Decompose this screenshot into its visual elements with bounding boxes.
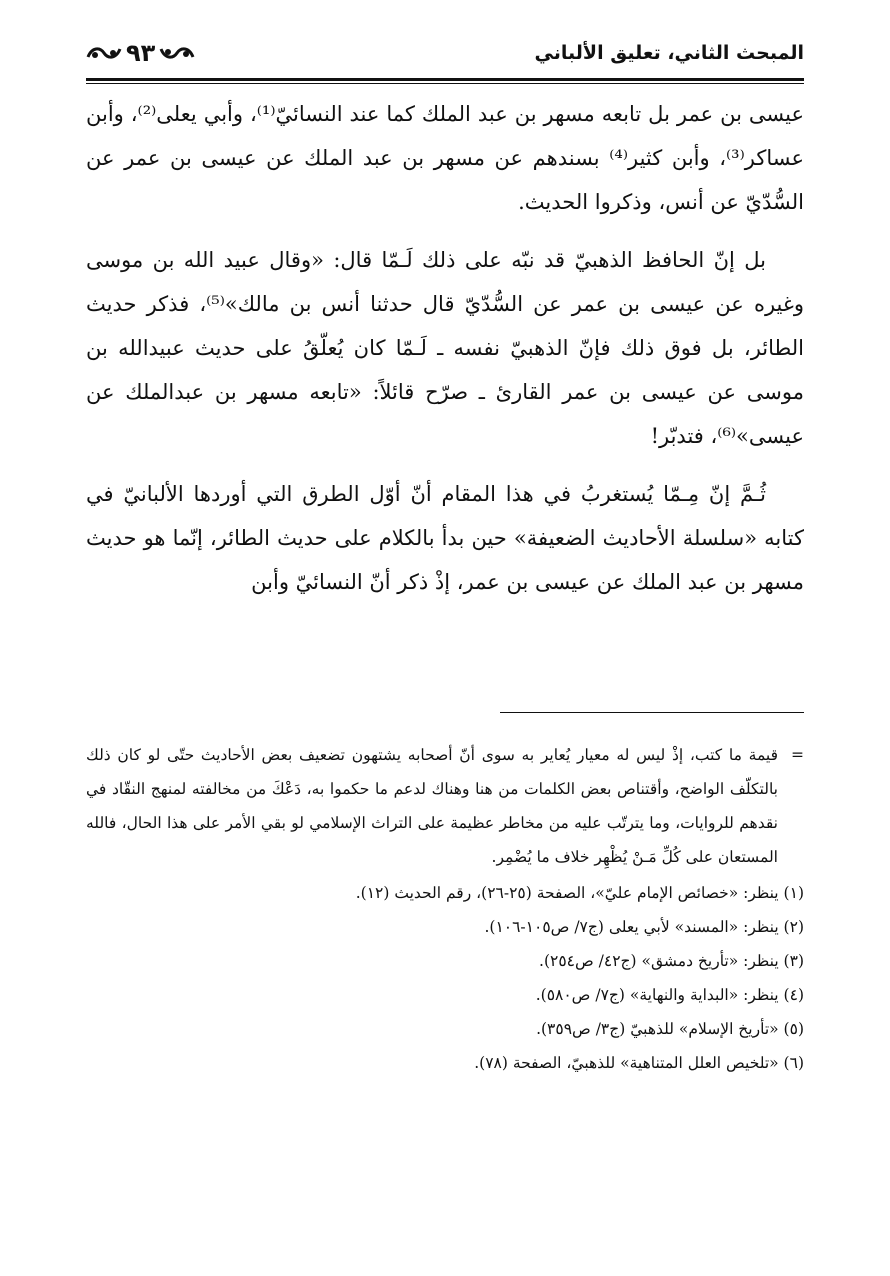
continuation-text: قيمة ما كتب، إذْ ليس له معيار يُعاير به سوى أنّ أصحابه يشتهون تضعيف بعض الأحاديث حتّى لو كان ذلك بالتكلّف الواضح، وأقتناص بعض الكلمات من هنا وهناك لدعم ما حكموا به، دَعْكَ من مخالفته لمنهج النقّاد في نقدهم للروايات، وما يترتّب عليه من مخاطر عظيمة على التراث الإسلامي لو بقي الأمر على هذا الحال، فالله المستعان على كُلِّ مَـنْ يُظْهِر خلاف ما يُضْمِر. <box>86 746 778 866</box>
header-rule-thin <box>86 83 804 84</box>
body-paragraph: ثُـمَّ إنّ مِـمّا يُستغربُ في هذا المقام أنّ أوّل الطرق التي أوردها الألبانيّ في كتابه «سلسلة الأحاديث الضعيفة» حين بدأ بالكلام على حديث الطائر، إنّما هو حديث مسهر بن عبد الملك عن عيسى بن عمر، إذْ ذكر أنّ النسائيّ وأبن <box>86 482 804 594</box>
footnotes <box>86 738 804 1080</box>
page-number: ٩٣ <box>126 39 156 67</box>
body-paragraph: عيسى بن عمر بل تابعه مسهر بن عبد الملك كما عند النسائيّ⁽¹⁾، وأبي يعلى⁽²⁾، وأبن عساكر⁽³⁾، وأبن كثير⁽⁴⁾ بسندهم عن مسهر بن عبد الملك عن عيسى بن عمر عن السُّدّيّ عن أنس، وذكروا الحديث. <box>86 102 804 214</box>
page-number-box <box>86 38 195 68</box>
footnote-item: (٣) ينظر: «تأريخ دمشق» (ج٤٢/ ص٢٥٤). <box>539 952 804 970</box>
footnote-item: (١) ينظر: «خصائص الإمام عليّ»، الصفحة (٢٥-٢٦)، رقم الحديث (١٢). <box>355 884 804 902</box>
ornament-icon <box>159 43 195 63</box>
footnote-item: (٤) ينظر: «البداية والنهاية» (ج٧/ ص٥٨٠). <box>535 986 804 1004</box>
footnote-item: (٢) ينظر: «المسند» لأبي يعلى (ج٧/ ص١٠٥-١٠٦). <box>484 918 804 936</box>
running-header <box>86 38 804 82</box>
main-text <box>86 92 804 618</box>
footnote-continuation <box>86 738 804 874</box>
header-rule <box>86 78 804 81</box>
continuation-marker: = <box>791 746 804 764</box>
footnote-separator <box>500 712 804 713</box>
footnote-item: (٥) «تأريخ الإسلام» للذهبيّ (ج٣/ ص٣٥٩). <box>536 1020 804 1038</box>
body-paragraph: بل إنّ الحافظ الذهبيّ قد نبّه على ذلك لَـمّا قال: «وقال عبيد الله بن موسى وغيره عن عيسى بن عمر عن السُّدّيّ قال حدثنا أنس بن مالك»⁽⁵⁾، فذكر حديث الطائر، بل فوق ذلك فإنّ الذهبيّ نفسه ـ لَـمّا كان يُعلّقُ على حديث عبيدالله بن موسى عن عيسى بن عمر القارئ ـ صرّح قائلاً: «تابعه مسهر بن عبدالملك عن عيسى»⁽⁶⁾، فتدبّر! <box>86 248 804 448</box>
ornament-icon <box>86 43 122 63</box>
footnote-item: (٦) «تلخيص العلل المتناهية» للذهبيّ، الصفحة (٧٨). <box>474 1054 804 1072</box>
chapter-title: المبحث الثاني، تعليق الألباني <box>534 42 804 64</box>
